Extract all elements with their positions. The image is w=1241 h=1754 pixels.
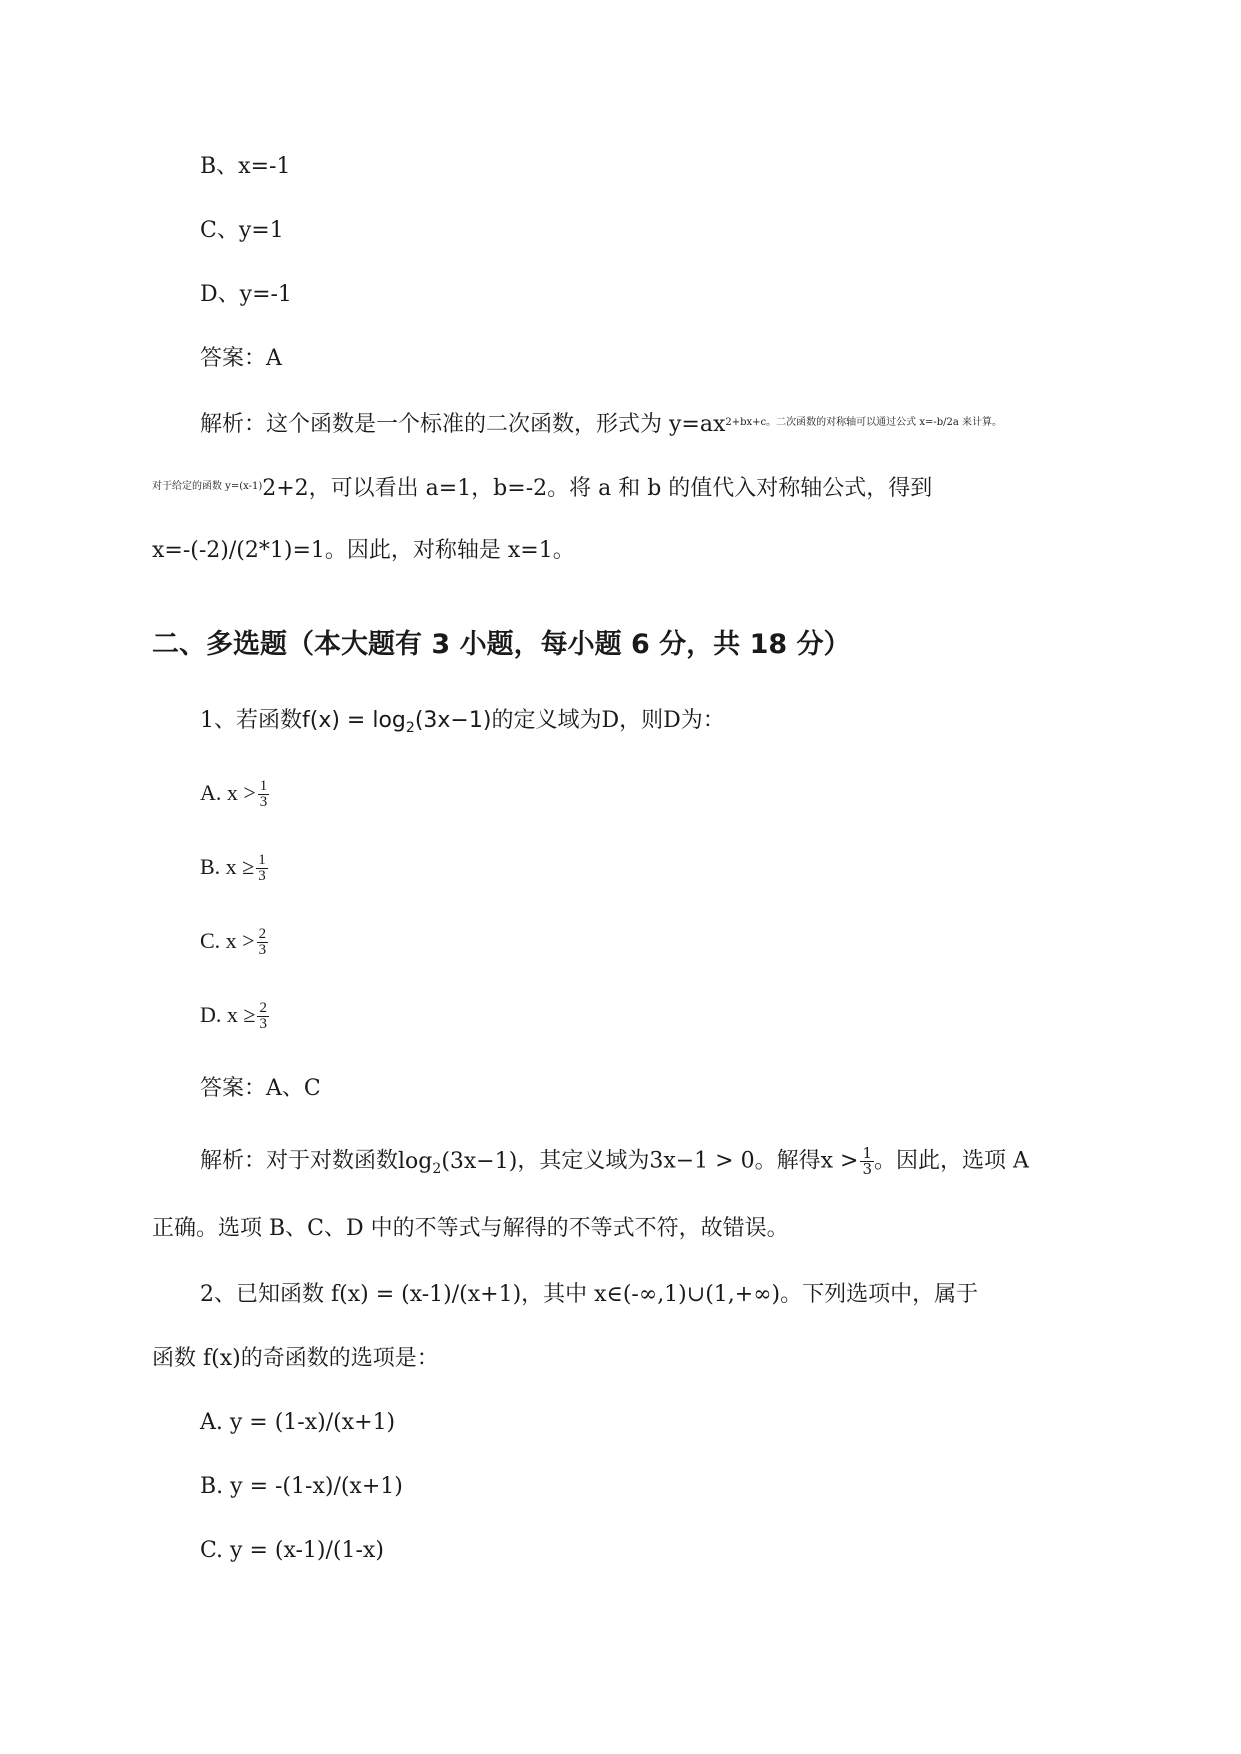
- denominator: 3: [258, 942, 267, 959]
- log-base: 2: [405, 720, 415, 736]
- log-base: 2: [432, 1160, 442, 1177]
- analysis-text: 。解得: [754, 1148, 821, 1174]
- log-argument: (3x−1): [441, 1148, 518, 1174]
- answer-line: 答案：A: [200, 346, 282, 371]
- option-prefix: C. x >: [200, 928, 255, 953]
- numerator: 1: [862, 1144, 873, 1162]
- section-heading: 二、多选题（本大题有 3 小题，每小题 6 分，共 18 分）: [152, 629, 851, 660]
- numerator: 1: [258, 852, 266, 869]
- stem-function: f(x) = log: [302, 708, 406, 733]
- question-1-stem: [200, 706, 725, 743]
- option-prefix: B. x ≥: [200, 854, 255, 879]
- fraction: [257, 927, 269, 958]
- analysis-small-text: 2+bx+c。二次函数的对称轴可以通过公式 x=-b/2a 来计算。: [725, 417, 1003, 428]
- analysis-line-3: x=-(-2)/(2*1)=1。因此，对称轴是 x=1。: [152, 538, 575, 563]
- analysis-text: 解析：这个函数是一个标准的二次函数，形式为 y=ax: [200, 412, 726, 437]
- analysis-small-text: 对于给定的函数 y=(x-1): [152, 481, 263, 492]
- question-2-stem-line-1: 2、已知函数 f(x) = (x-1)/(x+1)，其中 x∈(-∞,1)∪(1,+∞)。下列选项中，属于: [200, 1282, 979, 1307]
- analysis-text: 解析：对于对数函数: [200, 1148, 399, 1174]
- denominator: 3: [259, 1016, 267, 1033]
- q2-option-c: C. y = (x-1)/(1-x): [200, 1538, 384, 1563]
- fraction: [257, 1001, 269, 1032]
- fraction: [860, 1146, 874, 1177]
- analysis-text: 2+2，可以看出 a=1，b=-2。将 a 和 b 的值代入对称轴公式，得到: [262, 476, 933, 501]
- log-argument: (3x−1): [414, 708, 492, 733]
- log-function: [398, 1148, 518, 1177]
- denominator: 3: [259, 794, 268, 811]
- analysis-line-1: [200, 408, 1002, 440]
- log-text: log: [398, 1148, 433, 1174]
- denominator: 3: [862, 1160, 873, 1178]
- q1-analysis-line-1: [200, 1146, 1029, 1184]
- inequality-x: x >: [820, 1148, 859, 1174]
- numerator: 1: [259, 778, 268, 795]
- inequality: 3x−1 > 0: [649, 1148, 755, 1174]
- q1-answer: 答案：A、C: [200, 1076, 321, 1101]
- fraction: [258, 779, 270, 810]
- analysis-text: ，其定义域为: [517, 1148, 650, 1174]
- q2-option-b: B. y = -(1-x)/(x+1): [200, 1474, 403, 1499]
- q2-option-a: A. y = (1-x)/(x+1): [200, 1410, 396, 1435]
- q1-option-c: [200, 926, 268, 958]
- denominator: 3: [258, 868, 266, 885]
- stem-suffix: 的定义域为D，则D为：: [491, 708, 725, 733]
- q1-option-a: [200, 778, 269, 810]
- q1-option-b: [200, 852, 268, 884]
- q1-analysis-line-2: 正确。选项 B、C、D 中的不等式与解得的不等式不符，故错误。: [152, 1216, 789, 1241]
- option-b: B、x=-1: [200, 154, 291, 179]
- option-d: D、y=-1: [200, 282, 292, 307]
- numerator: 2: [258, 926, 267, 943]
- analysis-text: 。因此，选项 A: [874, 1148, 1029, 1174]
- stem-prefix: 1、若函数: [200, 708, 302, 733]
- analysis-line-2: [152, 472, 932, 504]
- fraction: [256, 853, 268, 884]
- question-2-stem-line-2: 函数 f(x)的奇函数的选项是：: [152, 1346, 439, 1371]
- option-prefix: D. x ≥: [200, 1002, 256, 1027]
- option-c: C、y=1: [200, 218, 284, 243]
- numerator: 2: [259, 1000, 267, 1017]
- q1-option-d: [200, 1000, 269, 1032]
- option-prefix: A. x >: [200, 780, 256, 805]
